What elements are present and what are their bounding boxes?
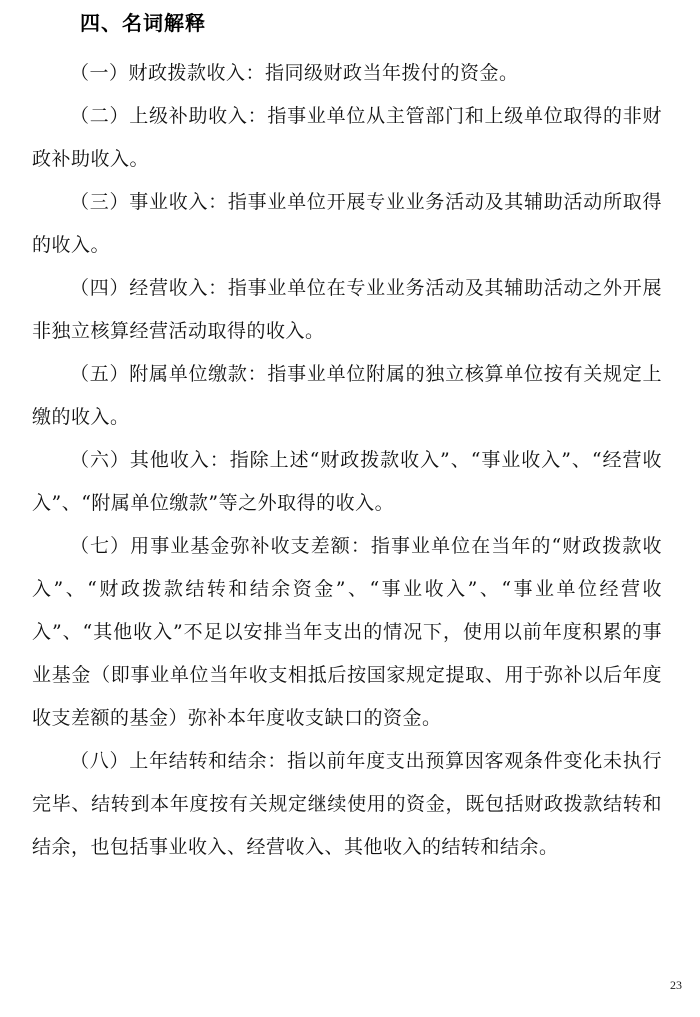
definition-paragraph-7: （七）用事业基金弥补收支差额：指事业单位在当年的“财政拨款收入”、“财政拨款结转和结余资金”、“事业收入”、“事业单位经营收入”、“其他收入”不足以安排当年支出的情况下，使用以前年度积累的事业基金（即事业单位当年收支相抵后按国家规定提取、用于弥补以后年度收支差额的基金）弥补本年度收支缺口的资金。 bbox=[32, 535, 662, 729]
definition-paragraph-3: （三）事业收入：指事业单位开展专业业务活动及其辅助活动所取得的收入。 bbox=[32, 191, 662, 256]
page-number: 23 bbox=[670, 978, 682, 992]
definition-paragraph-6: （六）其他收入：指除上述“财政拨款收入”、“事业收入”、“经营收入”、“附属单位缴款”等之外取得的收入。 bbox=[32, 449, 662, 514]
definition-paragraph-1: （一）财政拨款收入：指同级财政当年拨付的资金。 bbox=[70, 62, 519, 84]
section-title: 四、名词解释 bbox=[80, 11, 206, 35]
definitions-body bbox=[32, 52, 662, 869]
definition-paragraph-2: （二）上级补助收入：指事业单位从主管部门和上级单位取得的非财政补助收入。 bbox=[32, 105, 662, 170]
definition-paragraph-5: （五）附属单位缴款：指事业单位附属的独立核算单位按有关规定上缴的收入。 bbox=[32, 363, 662, 428]
definition-paragraph-8: （八）上年结转和结余：指以前年度支出预算因客观条件变化未执行完毕、结转到本年度按有关规定继续使用的资金，既包括财政拨款结转和结余，也包括事业收入、经营收入、其他收入的结转和结余。 bbox=[32, 750, 662, 858]
definition-paragraph-4: （四）经营收入：指事业单位在专业业务活动及其辅助活动之外开展非独立核算经营活动取得的收入。 bbox=[32, 277, 662, 342]
